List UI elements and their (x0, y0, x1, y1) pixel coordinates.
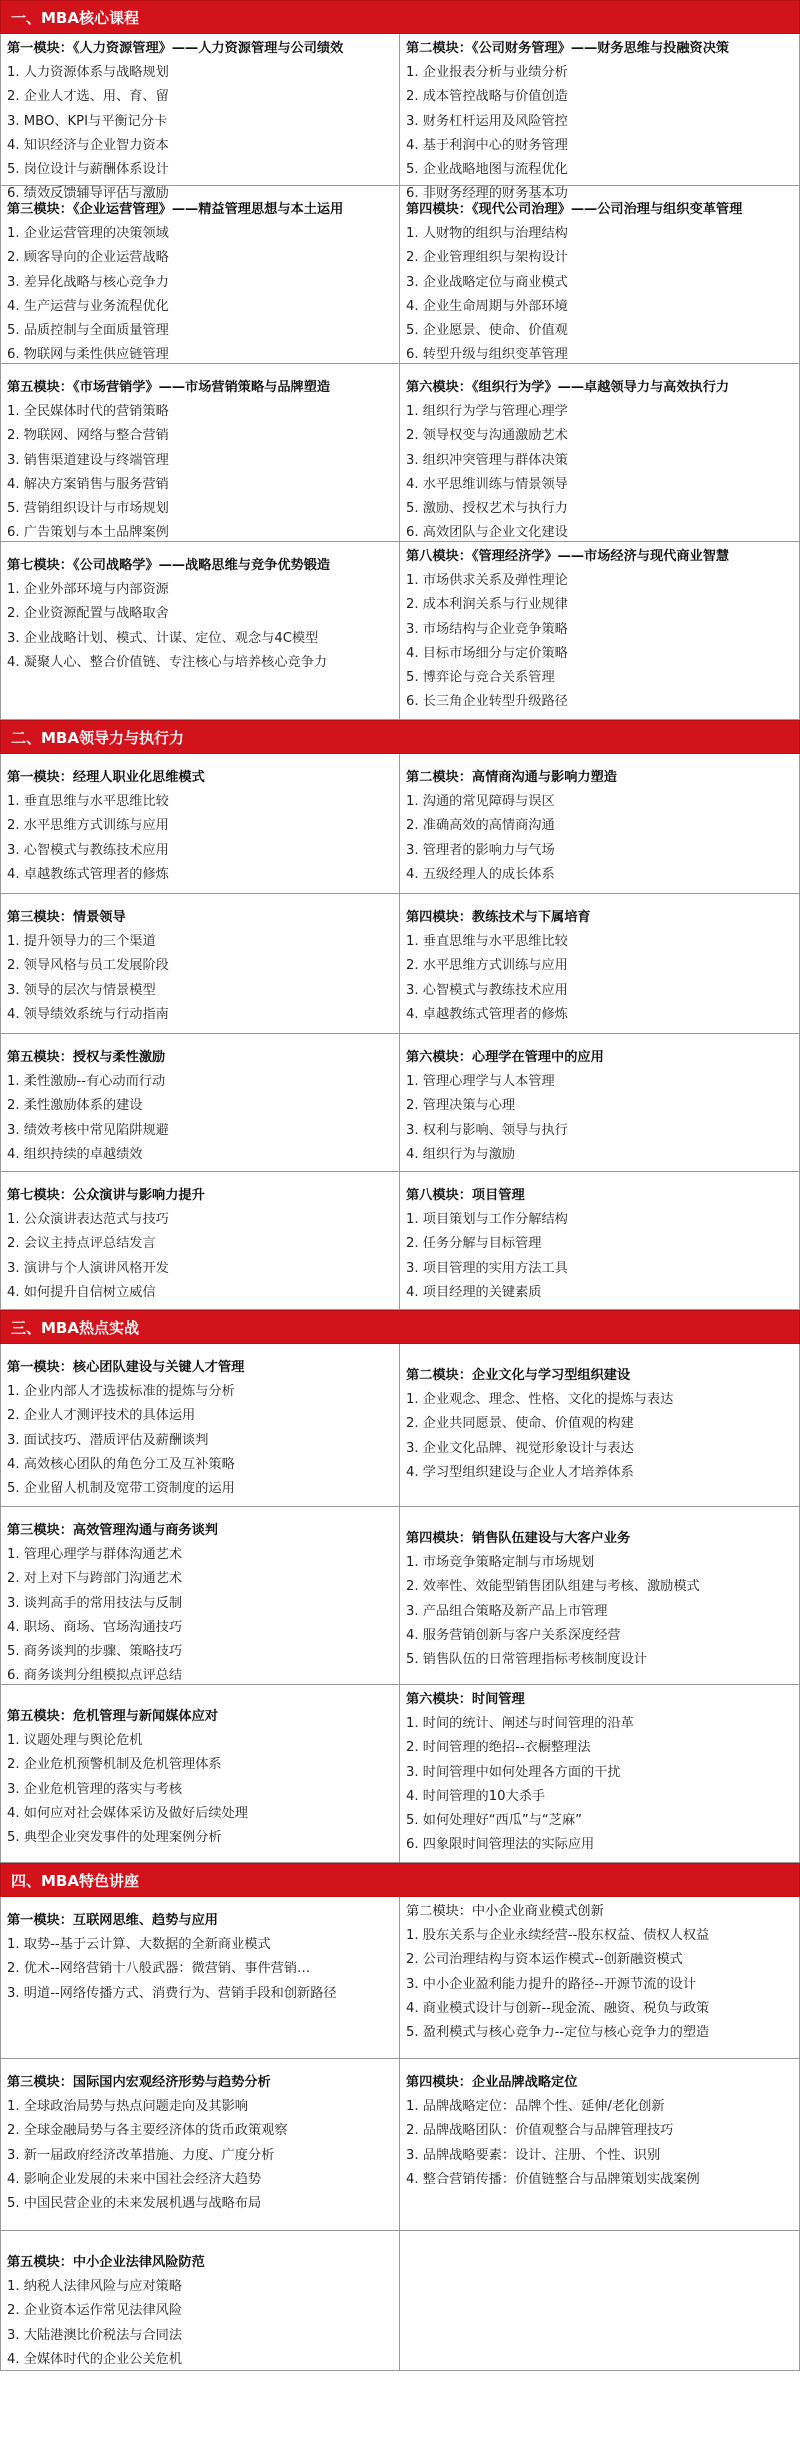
module-title: 第二模块：高情商沟通与影响力塑造 (406, 770, 617, 785)
module-item: 2. 会议主持点评总结发言 (7, 1236, 156, 1252)
module-cell (400, 1172, 800, 1310)
section-3 (0, 1310, 800, 1863)
module-item: 2. 顾客导向的企业运营战略 (7, 250, 169, 266)
module-item: 1. 沟通的常见障碍与误区 (406, 794, 555, 810)
module-item: 4. 商业模式设计与创新--现金流、融资、税负与政策 (406, 2000, 710, 2016)
module-item: 4. 全媒体时代的企业公关危机 (7, 2351, 183, 2367)
module-item: 5. 岗位设计与薪酬体系设计 (7, 162, 169, 178)
module-item: 2. 成本管控战略与价值创造 (406, 89, 568, 105)
module-item: 1. 取势--基于云计算、大数据的全新商业模式 (7, 1937, 271, 1953)
module-item: 4. 组织行为与激励 (406, 1146, 516, 1162)
module-item: 5. 品质控制与全面质量管理 (7, 323, 169, 339)
module-item: 2. 管理决策与心理 (406, 1098, 516, 1114)
module-cell (0, 1685, 400, 1863)
module-item: 1. 垂直思维与水平思维比较 (7, 794, 169, 810)
module-item: 3. 企业战略定位与商业模式 (406, 274, 568, 290)
module-cell (400, 542, 800, 720)
module-item: 2. 企业管理组织与架构设计 (406, 250, 568, 266)
module-item: 3. 企业文化品牌、视觉形象设计与表达 (406, 1440, 634, 1456)
module-item: 6. 广告策划与本土品牌案例 (7, 525, 169, 541)
module-item: 3. 市场结构与企业竞争策略 (406, 621, 568, 637)
module-item: 3. 演讲与个人演讲风格开发 (7, 1260, 169, 1276)
module-title: 第二模块：企业文化与学习型组织建设 (406, 1368, 631, 1383)
empty-cell (400, 2231, 800, 2371)
module-cell (0, 1172, 400, 1310)
module-item: 6. 四象限时间管理法的实际应用 (406, 1837, 595, 1853)
module-item: 2. 优术--网络营销十八般武器：微营销、事件营销… (7, 1961, 311, 1977)
module-item: 5. 如何处理好“西瓜”与“芝麻” (406, 1813, 582, 1829)
module-item: 2. 品牌战略团队：价值观整合与品牌管理技巧 (406, 2123, 674, 2139)
module-item: 2. 企业共同愿景、使命、价值观的构建 (406, 1416, 634, 1432)
module-cell (0, 1507, 400, 1685)
section-1 (0, 0, 800, 720)
module-item: 6. 长三角企业转型升级路径 (406, 694, 568, 710)
module-item: 4. 领导绩效系统与行动指南 (7, 1006, 169, 1022)
module-cell (0, 542, 400, 720)
module-item: 4. 生产运营与业务流程优化 (7, 298, 169, 314)
module-item: 5. 博弈论与竞合关系管理 (406, 670, 555, 686)
module-title: 第四模块：销售队伍建设与大客户业务 (406, 1531, 631, 1546)
module-title: 第六模块：时间管理 (406, 1692, 525, 1707)
module-title: 第八模块：项目管理 (406, 1188, 525, 1203)
module-item: 3. 时间管理中如何处理各方面的干扰 (406, 1764, 621, 1780)
module-item: 3. 项目管理的实用方法工具 (406, 1260, 568, 1276)
module-cell (400, 1034, 800, 1172)
module-item: 4. 基于利润中心的财务管理 (406, 137, 568, 153)
module-item: 3. 明道--网络传播方式、消费行为、营销手段和创新路径 (7, 1985, 337, 2001)
module-item: 5. 中国民营企业的未来发展机遇与战略布局 (7, 2196, 262, 2212)
module-cell (400, 1897, 800, 2059)
module-cell (0, 894, 400, 1034)
module-item: 4. 企业生命周期与外部环境 (406, 298, 568, 314)
module-item: 3. 销售渠道建设与终端管理 (7, 452, 169, 468)
module-item: 1. 柔性激励--有心动而行动 (7, 1074, 166, 1090)
module-item: 4. 知识经济与企业智力资本 (7, 137, 169, 153)
section-2 (0, 720, 800, 1310)
module-title: 第三模块：《企业运营管理》——精益管理思想与本土运用 (7, 202, 344, 217)
section-header: 三、MBA热点实战 (0, 1310, 800, 1344)
module-title: 第三模块：国际国内宏观经济形势与趋势分析 (7, 2075, 271, 2090)
module-item: 2. 水平思维方式训练与应用 (406, 958, 568, 974)
module-item: 5. 激励、授权艺术与执行力 (406, 501, 568, 517)
module-item: 3. 面试技巧、潜质评估及薪酬谈判 (7, 1432, 209, 1448)
module-item: 4. 影响企业发展的未来中国社会经济大趋势 (7, 2171, 262, 2187)
module-cell (400, 894, 800, 1034)
module-cell (400, 1685, 800, 1863)
module-item: 2. 时间管理的绝招--衣橱整理法 (406, 1740, 591, 1756)
module-item: 2. 公司治理结构与资本运作模式--创新融资模式 (406, 1952, 683, 1968)
module-item: 3. 财务杠杆运用及风险管控 (406, 113, 568, 129)
section-4 (0, 1863, 800, 2371)
module-title: 第八模块：《管理经济学》——市场经济与现代商业智慧 (406, 549, 730, 564)
module-cell (400, 2059, 800, 2231)
module-item: 6. 物联网与柔性供应链管理 (7, 347, 169, 363)
module-item: 3. 权利与影响、领导与执行 (406, 1122, 568, 1138)
module-item: 3. 组织冲突管理与群体决策 (406, 452, 568, 468)
module-item: 1. 人力资源体系与战略规划 (7, 65, 169, 81)
module-item: 1. 市场供求关系及弹性理论 (406, 573, 568, 589)
module-cell (0, 186, 400, 364)
module-title: 第七模块：公众演讲与影响力提升 (7, 1188, 205, 1203)
module-item: 2. 企业资源配置与战略取舍 (7, 606, 169, 622)
module-title: 第三模块：情景领导 (7, 910, 126, 925)
module-item: 1. 企业外部环境与内部资源 (7, 582, 169, 598)
module-item: 6. 绩效反馈辅导评估与激励 (7, 186, 169, 202)
module-item: 1. 组织行为学与管理心理学 (406, 404, 568, 420)
module-item: 1. 企业运营管理的决策领域 (7, 226, 169, 242)
module-cell (400, 1507, 800, 1685)
module-item: 2. 对上对下与跨部门沟通艺术 (7, 1571, 183, 1587)
module-cell (400, 34, 800, 202)
module-item: 4. 五级经理人的成长体系 (406, 866, 555, 882)
module-title: 第五模块：授权与柔性激励 (7, 1050, 166, 1065)
module-item: 1. 人财物的组织与治理结构 (406, 226, 568, 242)
module-item: 1. 全球政治局势与热点问题走向及其影响 (7, 2099, 248, 2115)
module-item: 2. 任务分解与目标管理 (406, 1236, 542, 1252)
module-item: 3. 企业危机管理的落实与考核 (7, 1781, 183, 1797)
module-item: 5. 销售队伍的日常管理指标考核制度设计 (406, 1652, 647, 1668)
module-title: 第二模块：中小企业商业模式创新 (406, 1904, 604, 1919)
module-item: 1. 企业观念、理念、性格、文化的提炼与表达 (406, 1392, 674, 1408)
module-item: 1. 股东关系与企业永续经营--股东权益、债权人权益 (406, 1928, 710, 1944)
module-cell (0, 364, 400, 542)
module-title: 第一模块：经理人职业化思维模式 (7, 770, 205, 785)
module-item: 3. 管理者的影响力与气场 (406, 842, 555, 858)
module-title: 第四模块：教练技术与下属培育 (406, 910, 591, 925)
module-item: 4. 学习型组织建设与企业人才培养体系 (406, 1464, 634, 1480)
module-item: 2. 物联网、网络与整合营销 (7, 428, 169, 444)
module-item: 4. 目标市场细分与定价策略 (406, 645, 568, 661)
module-cell (0, 754, 400, 894)
module-item: 3. 新一届政府经济改革措施、力度、广度分析 (7, 2147, 275, 2163)
module-item: 5. 商务谈判的步骤、策略技巧 (7, 1644, 183, 1660)
module-item: 6. 高效团队与企业文化建设 (406, 525, 568, 541)
module-item: 5. 典型企业突发事件的处理案例分析 (7, 1830, 222, 1846)
module-item: 6. 转型升级与组织变革管理 (406, 347, 568, 363)
module-item: 4. 如何应对社会媒体采访及做好后续处理 (7, 1805, 248, 1821)
module-item: 1. 时间的统计、阐述与时间管理的沿革 (406, 1716, 634, 1732)
section-header: 二、MBA领导力与执行力 (0, 720, 800, 754)
module-item: 3. 心智模式与教练技术应用 (7, 842, 169, 858)
module-cell (0, 2231, 400, 2371)
module-item: 4. 时间管理的10大杀手 (406, 1788, 546, 1804)
module-title: 第四模块：《现代公司治理》——公司治理与组织变革管理 (406, 202, 743, 217)
module-title: 第五模块：《市场营销学》——市场营销策略与品牌塑造 (7, 380, 331, 395)
module-title: 第五模块：中小企业法律风险防范 (7, 2255, 205, 2270)
module-item: 1. 垂直思维与水平思维比较 (406, 934, 568, 950)
module-item: 3. 绩效考核中常见陷阱规避 (7, 1122, 169, 1138)
module-cell (400, 754, 800, 894)
module-item: 1. 提升领导力的三个渠道 (7, 934, 156, 950)
module-item: 4. 组织持续的卓越绩效 (7, 1146, 143, 1162)
module-item: 5. 企业留人机制及宽带工资制度的运用 (7, 1481, 235, 1497)
module-item: 3. 领导的层次与情景模型 (7, 982, 156, 998)
module-cell (400, 186, 800, 364)
module-item: 1. 全民媒体时代的营销策略 (7, 404, 169, 420)
module-item: 5. 企业愿景、使命、价值观 (406, 323, 568, 339)
module-title: 第六模块：《组织行为学》——卓越领导力与高效执行力 (406, 380, 730, 395)
module-item: 3. 品牌战略要素：设计、注册、个性、识别 (406, 2147, 661, 2163)
module-item: 3. 中小企业盈利能力提升的路径--开源节流的设计 (406, 1976, 697, 1992)
module-cell (400, 1344, 800, 1507)
module-title: 第一模块：核心团队建设与关键人才管理 (7, 1360, 245, 1375)
module-item: 3. 谈判高手的常用技法与反制 (7, 1595, 183, 1611)
module-title: 第七模块：《公司战略学》——战略思维与竞争优势锻造 (7, 558, 331, 573)
module-item: 2. 成本利润关系与行业规律 (406, 597, 568, 613)
module-item: 6. 非财务经理的财务基本功 (406, 186, 568, 202)
module-item: 4. 水平思维训练与情景领导 (406, 476, 568, 492)
section-header: 一、MBA核心课程 (0, 0, 800, 34)
module-item: 2. 企业资本运作常见法律风险 (7, 2303, 183, 2319)
module-cell (0, 1034, 400, 1172)
module-item: 2. 领导权变与沟通激励艺术 (406, 428, 568, 444)
module-item: 2. 企业人才测评技术的具体运用 (7, 1408, 196, 1424)
module-title: 第一模块：《人力资源管理》——人力资源管理与公司绩效 (7, 41, 344, 56)
module-item: 5. 盈利模式与核心竞争力--定位与核心竞争力的塑造 (406, 2025, 710, 2041)
module-item: 4. 凝聚人心、整合价值链、专注核心与培养核心竞争力 (7, 654, 328, 670)
module-item: 1. 品牌战略定位：品牌个性、延伸/老化创新 (406, 2099, 665, 2115)
module-item: 3. 企业战略计划、模式、计谋、定位、观念与4C模型 (7, 630, 319, 646)
module-item: 1. 管理心理学与人本管理 (406, 1074, 555, 1090)
module-item: 5. 营销组织设计与市场规划 (7, 501, 169, 517)
module-title: 第四模块：企业品牌战略定位 (406, 2075, 578, 2090)
module-item: 4. 高效核心团队的角色分工及互补策略 (7, 1456, 235, 1472)
module-item: 1. 企业报表分析与业绩分析 (406, 65, 568, 81)
module-item: 4. 服务营销创新与客户关系深度经营 (406, 1627, 621, 1643)
module-title: 第六模块：心理学在管理中的应用 (406, 1050, 604, 1065)
module-title: 第三模块：高效管理沟通与商务谈判 (7, 1523, 218, 1538)
section-header: 四、MBA特色讲座 (0, 1863, 800, 1897)
module-item: 1. 纳税人法律风险与应对策略 (7, 2279, 183, 2295)
module-item: 3. 心智模式与教练技术应用 (406, 982, 568, 998)
module-item: 2. 水平思维方式训练与应用 (7, 818, 169, 834)
module-item: 4. 解决方案销售与服务营销 (7, 476, 169, 492)
module-item: 3. MBO、KPI与平衡记分卡 (7, 113, 168, 129)
module-item: 4. 如何提升自信树立威信 (7, 1284, 156, 1300)
module-item: 1. 企业内部人才选拔标准的提炼与分析 (7, 1384, 235, 1400)
module-cell (0, 2059, 400, 2231)
module-item: 2. 全球金融局势与各主要经济体的货币政策观察 (7, 2123, 288, 2139)
module-item: 1. 议题处理与舆论危机 (7, 1733, 143, 1749)
module-title: 第二模块：《公司财务管理》——财务思维与投融资决策 (406, 41, 730, 56)
module-cell (0, 34, 400, 202)
module-cell (400, 364, 800, 542)
module-item: 4. 卓越教练式管理者的修炼 (406, 1006, 568, 1022)
module-item: 2. 领导风格与员工发展阶段 (7, 958, 169, 974)
module-item: 2. 企业人才选、用、育、留 (7, 89, 169, 105)
module-cell (0, 1344, 400, 1507)
module-item: 3. 差异化战略与核心竞争力 (7, 274, 169, 290)
module-item: 4. 卓越教练式管理者的修炼 (7, 866, 169, 882)
module-item: 1. 市场竞争策略定制与市场规划 (406, 1555, 595, 1571)
module-item: 2. 效率性、效能型销售团队组建与考核、激励模式 (406, 1579, 700, 1595)
module-item: 5. 企业战略地图与流程优化 (406, 162, 568, 178)
module-item: 1. 管理心理学与群体沟通艺术 (7, 1547, 183, 1563)
module-item: 3. 大陆港澳比价税法与合同法 (7, 2327, 183, 2343)
module-item: 2. 企业危机预警机制及危机管理体系 (7, 1757, 222, 1773)
module-item: 2. 准确高效的高情商沟通 (406, 818, 555, 834)
module-item: 1. 项目策划与工作分解结构 (406, 1212, 568, 1228)
module-item: 1. 公众演讲表达范式与技巧 (7, 1212, 169, 1228)
module-item: 3. 产品组合策略及新产品上市管理 (406, 1603, 608, 1619)
module-title: 第五模块：危机管理与新闻媒体应对 (7, 1709, 218, 1724)
module-item: 4. 整合营销传播：价值链整合与品牌策划实战案例 (406, 2171, 700, 2187)
module-item: 2. 柔性激励体系的建设 (7, 1098, 143, 1114)
module-item: 6. 商务谈判分组模拟点评总结 (7, 1668, 183, 1684)
module-item: 4. 项目经理的关键素质 (406, 1284, 542, 1300)
module-item: 4. 职场、商场、官场沟通技巧 (7, 1619, 183, 1635)
module-cell (0, 1897, 400, 2059)
module-title: 第一模块：互联网思维、趋势与应用 (7, 1913, 218, 1928)
